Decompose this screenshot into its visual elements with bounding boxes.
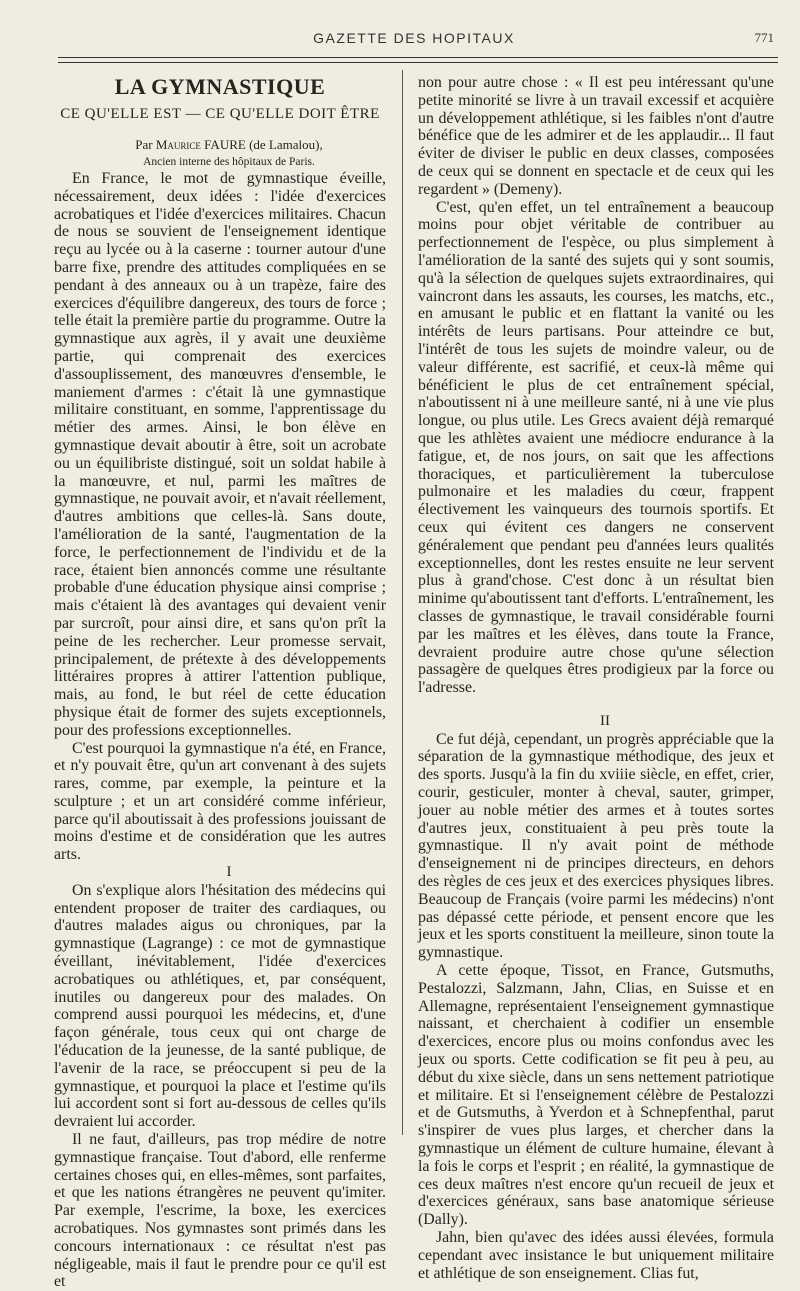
paragraph: Jahn, bien qu'avec des idées aussi élevées, formula cependant avec insistance le but uniquement militaire et athlétique de son enseignement. Clias fut, xyxy=(418,1229,774,1282)
paragraph: C'est, qu'en effet, un tel entraînement a beaucoup moins pour objet véritable de contribuer au perfectionnement de l'espèce, ou plus simplement à l'amélioration de la santé des sujets qui y sont soumis, qu'à la sélection de quelques sujets extraordinaires, qui vaincront dans les assauts, les courses, les matchs, etc., en amusant le public et en flattant la vanité ou les intérêts de leurs partisans. Pour atteindre ce but, l'intérêt de tous les sujets de moindre valeur, ou de valeur différente, est sacrifié, et ceux-là même qui bénéficient le plus de cet entraînement spécial, n'aboutissent ni à une meilleure santé, ni à une vie plus longue, ou plus utile. Les Grecs avaient déjà remarqué que les athlètes avaient une médiocre endurance à la fatigue, et, de nos jours, on sait que les affections thoraciques, et particulièrement la tuberculose pulmonaire et les maladies du cœur, frappent électivement les vainqueurs des tournois sportifs. Et ceux qui évitent ces dangers ne conservent généralement que pendant peu d'années leurs qualités exceptionnelles, dont les restes ensuite ne leur servent plus à grand'chose. C'est donc à un résultat bien minime qu'aboutissent tant d'efforts. L'entraînement, les classes de gymnastique, le travail considérable fourni par les maîtres et les élèves, dans toute la France, devraient produire autre chose qu'une sélection passagère de quelques êtres prodigieux par la force ou l'adresse. xyxy=(418,198,774,697)
paragraph: Il ne faut, d'ailleurs, pas trop médire de notre gymnastique française. Tout d'abord, elle renferme certaines choses qui, en elles-mêmes, sont parfaites, et que les nations étrangères ne peuvent qu'imiter. Par exemple, l'escrime, la boxe, les exercices acrobatiques. Nos gymnastes sont primés dans les concours internationaux : ce résultat n'est pas négligeable, mais il faut le prendre pour ce qu'il est et xyxy=(54,1131,386,1291)
paragraph: A cette époque, Tissot, en France, Gutsmuths, Pestalozzi, Salzmann, Jahn, Clias, en Suisse et en Allemagne, représentaient l'enseignement gymnastique naissant, et cherchaient à codifier un ensemble d'exercices, encore plus ou moins confondus avec les jeux ou sports. Cette codification se fit peu à peu, au début du xixe siècle, dans un sens nettement patriotique et militaire. Et si l'enseignement célèbre de Pestalozzi et de Gutsmuths, à Yverdon et à Schnepfenthal, parut s'inspirer de vues plus larges, et chercher dans la gymnastique un élément de culture humaine, élevant à la fois le corps et l'esprit ; en réalité, la gymnastique de ces deux maîtres n'est encore qu'un recueil de jeux et d'exercices généraux, sans base anatomique sérieuse (Dally). xyxy=(418,962,774,1229)
section-heading: I xyxy=(226,864,232,881)
paragraph: Ce fut déjà, cependant, un progrès appréciable que la séparation de la gymnastique méthodique, des jeux et des sports. Jusqu'à la fin du xviiie siècle, en effet, crier, courir, gesticuler, monter à cheval, sauter, grimper, jouer au noble métier des armes et à toutes sortes d'autres jeux, constituaient à peu près toute la gymnastique. Il n'y avait point de méthode d'enseignement ni de principes directeurs, en dehors des règles de ces jeux et des exercices physiques libres. Beaucoup de Français (voire parmi les médecins) n'ont pas dépassé cette période, et pensent encore que les jeux et les sports constituent la meilleure, sinon toute la gymnastique. xyxy=(418,730,774,962)
page-header xyxy=(50,30,778,52)
header-rule-thin xyxy=(58,62,778,63)
article-author xyxy=(54,136,386,154)
paragraph: C'est pourquoi la gymnastique n'a été, en France, et n'y pouvait être, qu'un art convenant à des sujets rares, comme, par exemple, la peinture et la sculpture ; et un art considéré comme inférieur, parce qu'il aboutissait à des professions jouissant de moins d'estime et de considération que les autres arts. xyxy=(54,739,386,864)
header-rule-thick xyxy=(58,57,778,58)
author-firstname: Maurice xyxy=(155,137,201,152)
page-number: 771 xyxy=(754,30,774,45)
left-column xyxy=(54,74,386,1291)
column-divider xyxy=(402,70,403,1135)
paragraph: On s'explique alors l'hésitation des médecins qui entendent proposer de traiter des cardiaques, ou d'autres malades aigus ou chroniques, par la gymnastique (Lagrange) : ce mot de gymnastique éveillant, inévitablement, l'idée d'exercices acrobatiques ou athlétiques, et, par conséquent, inutiles ou dangereux pour des malades. On comprend aussi pourquoi les médecins, et, d'une façon générale, tous ceux qui ont charge de l'éducation de la jeunesse, de la santé publique, de l'avenir de la race, se préoccupent si peu de la gymnastique, et pourquoi la place et l'estime qu'ils lui accordent sont si fort au-dessous de celles qu'ils devraient lui accorder. xyxy=(54,881,386,1131)
article-subtitle: CE QU'ELLE EST — CE QU'ELLE DOIT ÊTRE xyxy=(60,106,380,122)
section-heading: II xyxy=(600,712,610,729)
author-affiliation: Ancien interne des hôpitaux de Paris. xyxy=(143,156,315,168)
right-column xyxy=(418,74,774,1282)
section-spacer xyxy=(418,697,774,713)
article-title: LA GYMNASTIQUE xyxy=(114,74,326,99)
paragraph: En France, le mot de gymnastique éveille, nécessairement, deux idées : l'idée d'exercices acrobatiques et l'idée d'exercices militaires. Chacun de nous se souvient de l'enseignement identique reçu au lycée ou à la caserne : tourner autour d'une barre fixe, prendre des attitudes compliquées en se pendant à des anneaux ou à un trapèze, faire des exercices d'équilibre dangereux, des tours de force ; telle était la première partie du programme. Outre la gymnastique aux agrès, il y avait une deuxième partie, qui comprenait des exercices d'assouplissement, des manœuvres d'ensemble, le maniement d'armes : c'était là une gymnastique militaire constituant, en somme, l'apprentissage du métier des armes. Ainsi, le bon élève en gymnastique devait aboutir à être, soit un acrobate ou un équilibriste distingué, soit un soldat habile à la manœuvre, et nul, parmi les maîtres de gymnastique, ne pouvait avoir, et n'avait réellement, d'autres ambitions que celles-là. Sans doute, l'amélioration de la santé, l'augmentation de la force, le perfectionnement de l'individu et de la race, étaient bien annoncés comme une résultante probable d'une éducation physique ainsi comprise ; mais c'étaient là des avantages qui devaient venir par surcroît, pour ainsi dire, et sans qu'on prît la peine de les rechercher. Leur promesse servait, principalement, de prétexte à des développements littéraires propres à attirer l'attention publique, mais, au fond, le but réel de cette éducation physique était de former des sujets exceptionnels, pour des professions exceptionnelles. xyxy=(54,170,386,739)
author-rest: FAURE (de Lamalou), xyxy=(200,137,323,152)
journal-title: GAZETTE DES HOPITAUX xyxy=(313,30,515,46)
author-prefix: Par xyxy=(135,137,156,152)
paragraph: non pour autre chose : « Il est peu intéressant qu'une petite minorité se livre à un travail excessif et acquière un développement athlétique, si les faibles n'ont d'autre bénéfice que de les admirer et de les applaudir... Il faut éviter de diviser le public en deux classes, composées de ceux qui se donnent en spectacle et de ceux qui les regardent » (Demeny). xyxy=(418,74,774,198)
